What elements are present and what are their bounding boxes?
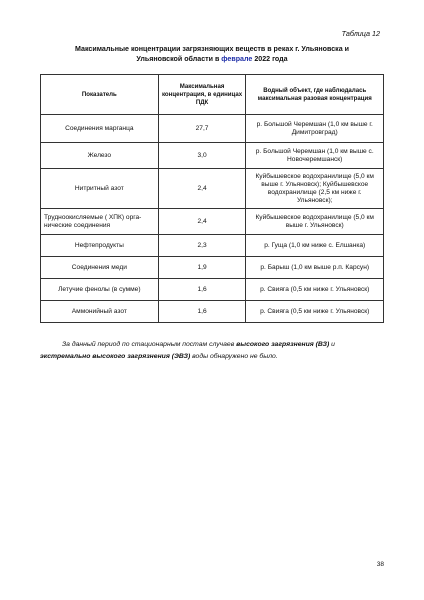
cell-location: Куйбышевское водохранилище (5,0 км выше г. Ульяновск) (246, 209, 384, 235)
cell-location: р. Свияга (0,5 км ниже г. Ульяновск) (246, 301, 384, 323)
table-label: Таблица 12 (341, 29, 380, 38)
cell-indicator: Летучие фенолы (в сумме) (41, 279, 159, 301)
cell-indicator: Соединения меди (41, 257, 159, 279)
table-row (41, 169, 384, 209)
header-water-body: Водный объект, где наблюдалась максимальная разовая концентрация (246, 75, 384, 115)
cell-indicator: Соединения марганца (41, 115, 159, 143)
title-suffix: 2022 года (252, 55, 288, 63)
table-row (41, 257, 384, 279)
cell-location: р. Барыш (1,0 км выше р.п. Карсун) (246, 257, 384, 279)
table-row (41, 209, 384, 235)
title-line-1: Максимальные концентрации загрязняющих веществ в реках г. Ульяновска и (75, 45, 349, 53)
note-paragraph (40, 339, 384, 363)
cell-indicator: Нефтепродукты (41, 235, 159, 257)
note-text-3: воды обнаружено не было. (190, 353, 278, 360)
table-row (41, 235, 384, 257)
table-row (41, 115, 384, 143)
cell-value: 2,4 (158, 169, 246, 209)
cell-value: 2,4 (158, 209, 246, 235)
title-prefix: Ульяновской области в (136, 55, 222, 63)
cell-value: 1,6 (158, 301, 246, 323)
cell-location: Куйбышевское водохранилище (5,0 км выше г. Ульяновск); Куйбышевское водохранилище (2,5 км ниже г. Ульяновск); (246, 169, 384, 209)
table-row (41, 143, 384, 169)
note-text-1: За данный период по стационарным постам случаев (62, 341, 237, 348)
title-month: феврале (221, 55, 253, 63)
cell-indicator: Железо (41, 143, 159, 169)
title-line-2 (40, 54, 384, 64)
cell-value: 2,3 (158, 235, 246, 257)
page-number: 38 (376, 561, 384, 568)
table-row (41, 301, 384, 323)
cell-indicator: Аммонийный азот (41, 301, 159, 323)
table-row (41, 279, 384, 301)
note-bold-high-pollution: высокого загрязнения (ВЗ) (236, 341, 330, 348)
cell-indicator: Трудноокисляемые ( ХПК) орга-нические соединения (41, 209, 159, 235)
note-text-2: и (329, 341, 335, 348)
header-indicator: Показатель (41, 75, 159, 115)
note-bold-extreme-pollution: экстремально высокого загрязнения (ЭВЗ) (40, 353, 191, 360)
cell-value: 27,7 (158, 115, 246, 143)
cell-value: 3,0 (158, 143, 246, 169)
table-header-row (41, 75, 384, 115)
cell-value: 1,9 (158, 257, 246, 279)
cell-location: р. Большой Черемшан (1,0 км выше с. Новочеремшанск) (246, 143, 384, 169)
cell-location: р. Гуща (1,0 км ниже с. Елшанка) (246, 235, 384, 257)
cell-indicator: Нитритный азот (41, 169, 159, 209)
concentration-table (40, 74, 384, 323)
cell-location: р. Свияга (0,5 км ниже г. Ульяновск) (246, 279, 384, 301)
table-title (40, 44, 384, 64)
header-max-concentration: Максимальная концентрация, в единицах ПДК (158, 75, 246, 115)
cell-location: р. Большой Черемшан (1,0 км выше г. Димитровград) (246, 115, 384, 143)
cell-value: 1,6 (158, 279, 246, 301)
